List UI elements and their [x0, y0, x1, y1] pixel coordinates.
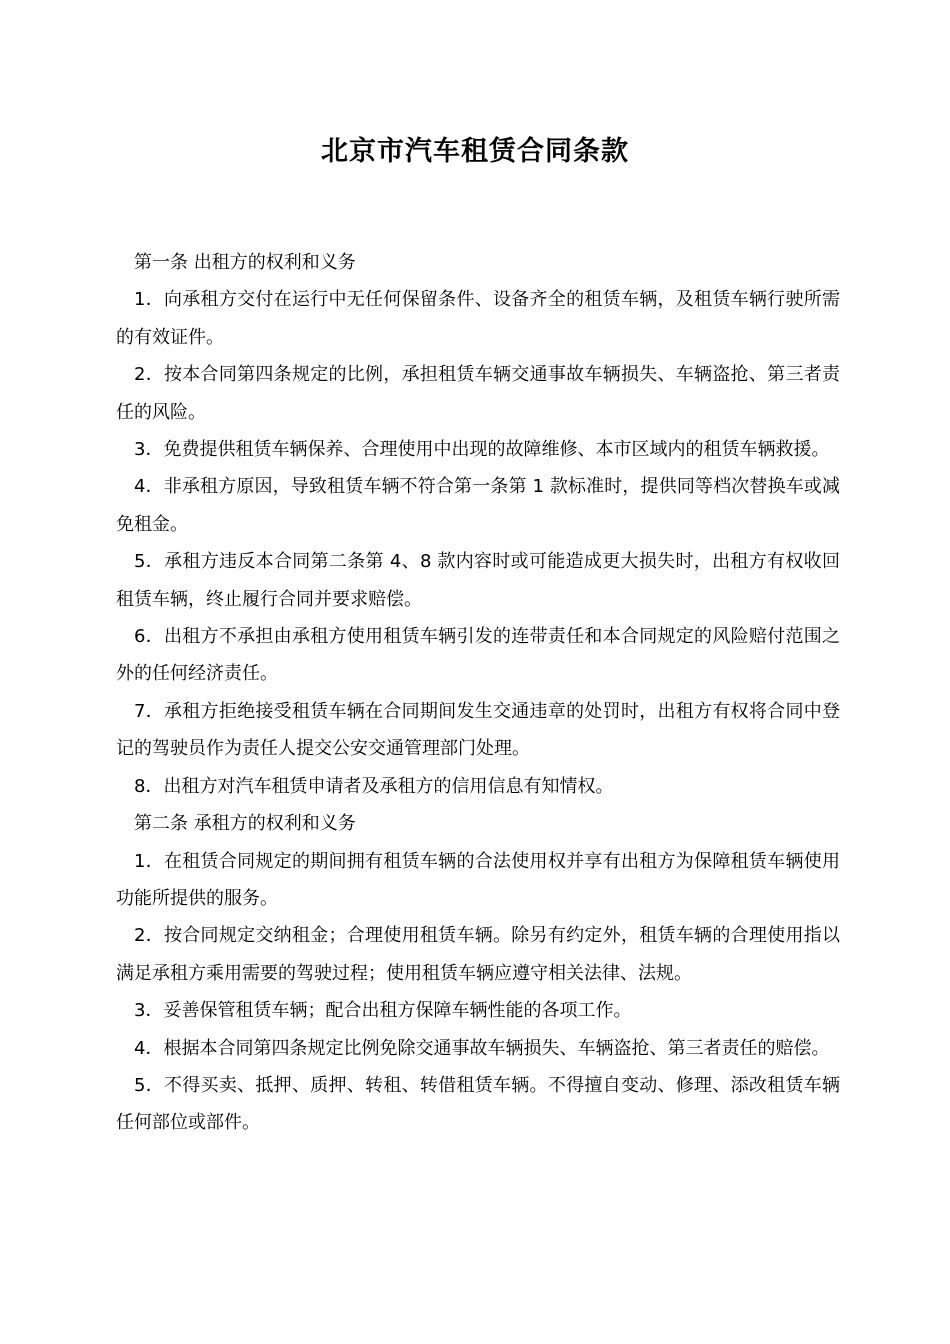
section-heading-article-2: 第二条 承租方的权利和义务 [134, 813, 356, 835]
clause-paragraph: 7．承租方拒绝接受租赁车辆在合同期间发生交通违章的处罚时，出租方有权将合同中登记的驾驶员作为责任人提交公安交通管理部门处理。 [116, 700, 840, 760]
clause-paragraph: 4．非承租方原因，导致租赁车辆不符合第一条第 1 款标准时，提供同等档次替换车或减免租金。 [116, 476, 840, 535]
document-body [116, 244, 840, 1142]
clause-paragraph: 6．出租方不承担由承租方使用租赁车辆引发的连带责任和本合同规定的风险赔付范围之外的任何经济责任。 [116, 626, 840, 685]
document-title: 北京市汽车租赁合同条款 [321, 136, 629, 167]
section-heading-article-1: 第一条 出租方的权利和义务 [134, 252, 356, 273]
clause-paragraph: 2．按合同规定交纳租金；合理使用租赁车辆。除另有约定外，租赁车辆的合理使用指以满足承租方乘用需要的驾驶过程；使用租赁车辆应遵守相关法律、法规。 [116, 925, 840, 984]
clause-paragraph: 1．向承租方交付在运行中无任何保留条件、设备齐全的租赁车辆，及租赁车辆行驶所需的有效证件。 [116, 289, 840, 348]
clause-paragraph: 5．承租方违反本合同第二条第 4、8 款内容时或可能造成更大损失时，出租方有权收回租赁车辆，终止履行合同并要求赔偿。 [116, 551, 840, 610]
clause-paragraph: 1．在租赁合同规定的期间拥有租赁车辆的合法使用权并享有出租方为保障租赁车辆使用功能所提供的服务。 [116, 850, 840, 909]
clause-paragraph: 2．按本合同第四条规定的比例，承担租赁车辆交通事故车辆损失、车辆盗抢、第三者责任的风险。 [116, 364, 840, 423]
clause-paragraph: 3．妥善保管租赁车辆；配合出租方保障车辆性能的各项工作。 [134, 1000, 632, 1022]
clause-paragraph: 4．根据本合同第四条规定比例免除交通事故车辆损失、车辆盗抢、第三者责任的赔偿。 [134, 1037, 830, 1059]
clause-paragraph: 5．不得买卖、抵押、质押、转租、转借租赁车辆。不得擅自变动、修理、添改租赁车辆任何部位或部件。 [116, 1074, 840, 1134]
clause-paragraph: 3．免费提供租赁车辆保养、合理使用中出现的故障维修、本市区域内的租赁车辆救援。 [134, 439, 830, 461]
clause-paragraph: 8．出租方对汽车租赁申请者及承租方的信用信息有知情权。 [134, 775, 614, 797]
